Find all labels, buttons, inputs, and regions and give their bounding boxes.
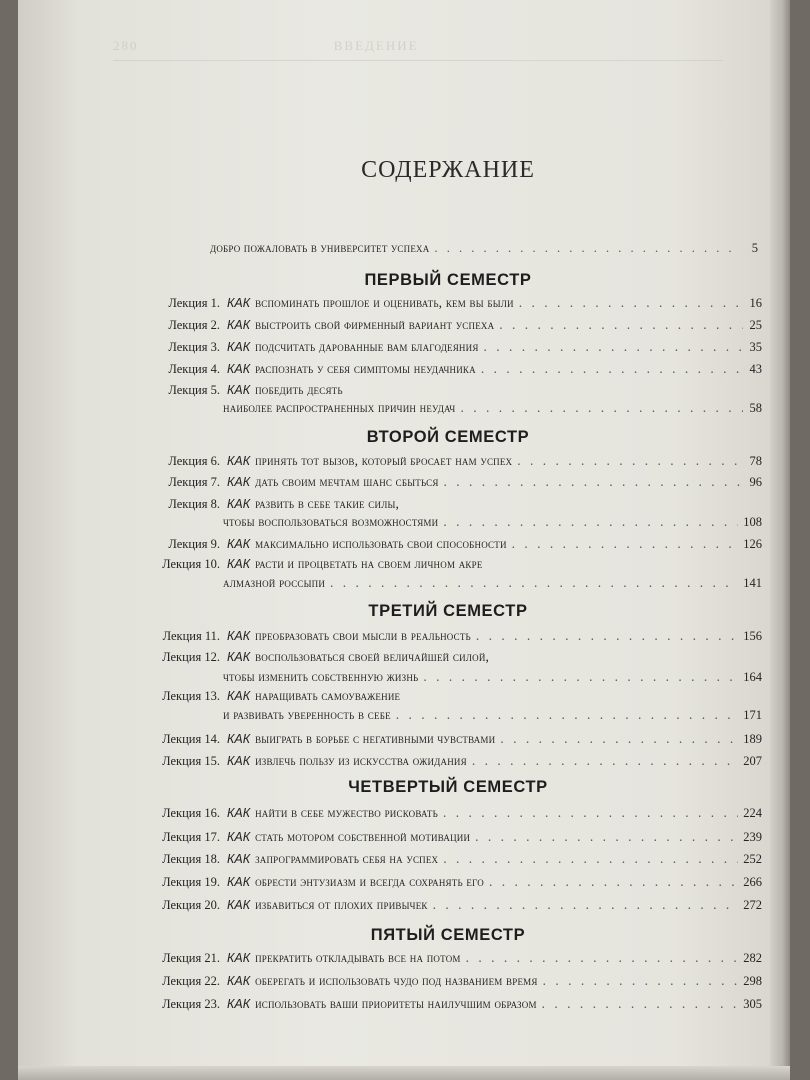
dot-leader — [519, 295, 743, 311]
lecture-number: Лекция 14. — [162, 732, 220, 746]
lecture-number: Лекция 22. — [162, 974, 220, 988]
semester-heading-2: ВТОРОЙ СЕМЕСТР — [366, 428, 530, 446]
page-number: 96 — [749, 475, 762, 489]
page-number: 266 — [743, 875, 762, 889]
page-number: 108 — [743, 515, 762, 529]
lecture-title-continuation: алмазной россыпи — [223, 575, 326, 590]
lecture-entry-5-continuation — [223, 400, 762, 418]
dot-leader — [443, 805, 738, 821]
lecture-title: обрести энтузиазм и всегда сохранять его — [255, 874, 484, 889]
lecture-kak: КАК — [227, 689, 251, 703]
book-page — [18, 0, 790, 1080]
page-number: 282 — [743, 951, 762, 965]
semester-heading-4: ЧЕТВЕРТЫЙ СЕМЕСТР — [348, 778, 548, 796]
lecture-number: Лекция 4. — [168, 362, 220, 376]
dot-leader — [489, 874, 738, 890]
lecture-kak: КАК — [227, 806, 251, 820]
page-number: 252 — [743, 852, 762, 866]
page-number: 272 — [743, 898, 762, 912]
page-number: 16 — [749, 296, 762, 310]
lecture-number: Лекция 20. — [162, 898, 220, 912]
lecture-title-continuation: чтобы воспользоваться возможностями — [223, 514, 439, 529]
lecture-entry-20 — [126, 897, 762, 915]
dot-leader — [443, 514, 738, 530]
lecture-number: Лекция 5. — [168, 383, 220, 397]
lecture-kak: КАК — [227, 557, 251, 571]
dot-leader — [512, 536, 739, 552]
lecture-entry-23 — [126, 996, 762, 1014]
lecture-entry-21 — [126, 950, 762, 968]
lecture-kak: КАК — [227, 296, 251, 310]
lecture-kak: КАК — [227, 997, 251, 1011]
lecture-entry-5 — [126, 382, 762, 400]
page-number: 171 — [743, 708, 762, 722]
page-number: 207 — [743, 754, 762, 768]
lecture-title: извлечь пользу из искусства ожидания — [255, 753, 467, 768]
lecture-number: Лекция 10. — [162, 557, 220, 571]
lecture-kak: КАК — [227, 318, 251, 332]
page-number: 78 — [749, 454, 762, 468]
lecture-entry-16 — [126, 805, 762, 823]
page-number: 25 — [749, 318, 762, 332]
dot-leader — [434, 241, 739, 256]
dot-leader — [433, 897, 739, 913]
lecture-title: выстроить свой фирменный вариант успеха — [255, 317, 495, 332]
page-number: 298 — [743, 974, 762, 988]
lecture-number: Лекция 19. — [162, 875, 220, 889]
entry-text: добро пожаловать в университет успеха — [210, 241, 430, 255]
lecture-title: прекратить откладывать все на потом — [255, 950, 461, 965]
page-number: 189 — [743, 732, 762, 746]
lecture-kak: КАК — [227, 629, 251, 643]
lecture-entry-12 — [126, 649, 762, 667]
lecture-title: максимально использовать свои способности — [255, 536, 507, 551]
lecture-entry-13 — [126, 688, 762, 706]
lecture-entry-4 — [126, 361, 762, 379]
lecture-title: стать мотором собственной мотивации — [255, 829, 471, 844]
lecture-kak: КАК — [227, 340, 251, 354]
dot-leader — [466, 950, 739, 966]
dot-leader — [330, 575, 738, 591]
dot-leader — [423, 669, 738, 685]
lecture-title: выиграть в борьбе с негативными чувствами — [255, 731, 496, 746]
lecture-title: победить десять — [255, 382, 343, 397]
lecture-kak: КАК — [227, 875, 251, 889]
lecture-entry-13-continuation — [223, 707, 762, 725]
lecture-entry-6 — [126, 453, 762, 471]
lecture-number: Лекция 3. — [168, 340, 220, 354]
lecture-entry-3 — [126, 339, 762, 357]
lecture-title-continuation: наиболее распространенных причин неудач — [223, 400, 456, 415]
lecture-kak: КАК — [227, 537, 251, 551]
lecture-title-continuation: и развивать уверенность в себе — [223, 707, 391, 722]
lecture-entry-9 — [126, 536, 762, 554]
lecture-entry-22 — [126, 973, 762, 991]
page-number: 141 — [743, 576, 762, 590]
dot-leader — [481, 361, 743, 377]
lecture-entry-18 — [126, 851, 762, 869]
lecture-title: избавиться от плохих привычек — [255, 897, 428, 912]
lecture-title: наращивать самоуважение — [255, 688, 401, 703]
lecture-number: Лекция 6. — [168, 454, 220, 468]
lecture-number: Лекция 12. — [162, 650, 220, 664]
dot-leader — [517, 453, 743, 469]
lecture-title: распознать у себя симптомы неудачника — [255, 361, 476, 376]
semester-heading-1: ПЕРВЫЙ СЕМЕСТР — [364, 271, 532, 289]
dot-leader — [472, 753, 738, 769]
page-number: 224 — [743, 806, 762, 820]
dot-leader — [543, 973, 739, 989]
lecture-number: Лекция 1. — [168, 296, 220, 310]
welcome-entry — [210, 241, 758, 261]
lecture-entry-12-continuation — [223, 669, 762, 687]
lecture-title: расти и процветать на своем личном акре — [255, 556, 483, 571]
bleed-through-header — [113, 38, 723, 61]
lecture-kak: КАК — [227, 383, 251, 397]
lecture-entry-2 — [126, 317, 762, 335]
dot-leader — [444, 474, 743, 490]
lecture-number: Лекция 8. — [168, 497, 220, 511]
lecture-kak: КАК — [227, 650, 251, 664]
lecture-title: вспоминать прошлое и оценивать, кем вы были — [255, 295, 514, 310]
lecture-title: развить в себе такие силы, — [255, 496, 400, 511]
dot-leader — [542, 996, 739, 1012]
page-bottom-edge — [18, 1066, 790, 1080]
lecture-kak: КАК — [227, 830, 251, 844]
lecture-kak: КАК — [227, 951, 251, 965]
lecture-title: найти в себе мужество рисковать — [255, 805, 438, 820]
page-number: 239 — [743, 830, 762, 844]
lecture-entry-10 — [126, 556, 762, 574]
page-number: 35 — [749, 340, 762, 354]
lecture-number: Лекция 11. — [162, 629, 220, 643]
page-number: 164 — [743, 670, 762, 684]
page-number: 43 — [749, 362, 762, 376]
lecture-number: Лекция 7. — [168, 475, 220, 489]
lecture-title: принять тот вызов, который бросает нам успех — [255, 453, 513, 468]
lecture-title: запрограммировать себя на успех — [255, 851, 439, 866]
bleed-through-page-number: 280 — [113, 38, 139, 53]
lecture-entry-1 — [126, 295, 762, 313]
page-number: 58 — [749, 401, 762, 415]
lecture-kak: КАК — [227, 497, 251, 511]
lecture-number: Лекция 23. — [162, 997, 220, 1011]
lecture-kak: КАК — [227, 454, 251, 468]
dot-leader — [475, 829, 738, 845]
page-number: 5 — [751, 241, 758, 255]
dot-leader — [499, 317, 743, 333]
lecture-kak: КАК — [227, 974, 251, 988]
dot-leader — [460, 400, 743, 416]
lecture-number: Лекция 18. — [162, 852, 220, 866]
lecture-number: Лекция 2. — [168, 318, 220, 332]
lecture-entry-7 — [126, 474, 762, 492]
page-edge — [770, 0, 790, 1080]
lecture-title: воспользоваться своей величайшей силой, — [255, 649, 490, 664]
lecture-entry-14 — [126, 731, 762, 749]
lecture-entry-11 — [126, 628, 762, 646]
dot-leader — [484, 339, 743, 355]
page-number: 156 — [743, 629, 762, 643]
lecture-title-continuation: чтобы изменить собственную жизнь — [223, 669, 419, 684]
lecture-number: Лекция 13. — [162, 689, 220, 703]
lecture-number: Лекция 17. — [162, 830, 220, 844]
lecture-number: Лекция 15. — [162, 754, 220, 768]
page-number: 126 — [743, 537, 762, 551]
lecture-title: дать своим мечтам шанс сбыться — [255, 474, 439, 489]
lecture-kak: КАК — [227, 754, 251, 768]
lecture-number: Лекция 9. — [168, 537, 220, 551]
page-number: 305 — [743, 997, 762, 1011]
lecture-entry-19 — [126, 874, 762, 892]
lecture-entry-8 — [126, 496, 762, 514]
dot-leader — [396, 707, 738, 723]
lecture-title: оберегать и использовать чудо под названием время — [255, 973, 538, 988]
dot-leader — [443, 851, 738, 867]
lecture-entry-8-continuation — [223, 514, 762, 532]
lecture-kak: КАК — [227, 362, 251, 376]
lecture-title: подсчитать дарованные вам благодеяния — [255, 339, 479, 354]
lecture-kak: КАК — [227, 852, 251, 866]
lecture-kak: КАК — [227, 475, 251, 489]
lecture-number: Лекция 21. — [162, 951, 220, 965]
lecture-title: преобразовать свои мысли в реальность — [255, 628, 471, 643]
dot-leader — [476, 628, 738, 644]
semester-heading-5: ПЯТЫЙ СЕМЕСТР — [370, 926, 526, 944]
lecture-number: Лекция 16. — [162, 806, 220, 820]
dot-leader — [500, 731, 738, 747]
lecture-kak: КАК — [227, 898, 251, 912]
lecture-title: использовать ваши приоритеты наилучшим образом — [255, 996, 537, 1011]
lecture-entry-17 — [126, 829, 762, 847]
lecture-entry-10-continuation — [223, 575, 762, 593]
lecture-entry-15 — [126, 753, 762, 771]
semester-heading-3: ТРЕТИЙ СЕМЕСТР — [368, 602, 528, 620]
page-title: СОДЕРЖАНИЕ — [361, 157, 535, 183]
bleed-through-title: ВВЕДЕНИЕ — [333, 38, 419, 53]
lecture-kak: КАК — [227, 732, 251, 746]
